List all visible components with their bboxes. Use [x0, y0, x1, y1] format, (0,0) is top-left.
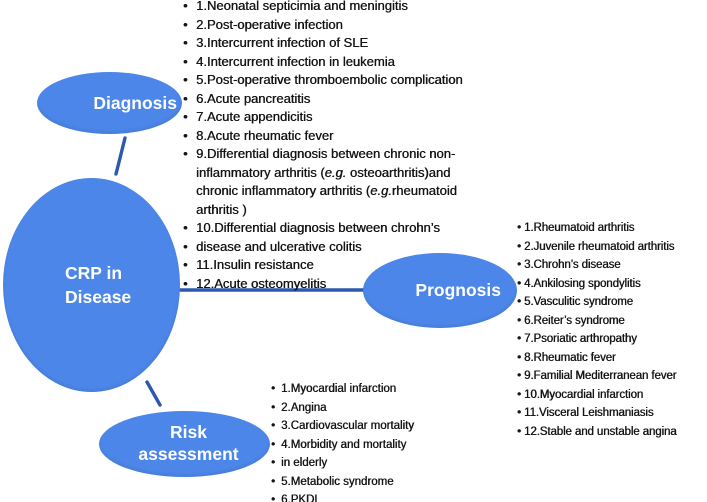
risk-assessment-label — [138, 422, 238, 465]
list-item-text: 2.Angina — [281, 401, 327, 414]
list-item-text: 11.Visceral Leishmaniasis — [524, 407, 654, 419]
bullet-icon: • — [517, 407, 521, 419]
risk-assessment-list — [271, 380, 414, 502]
list-item — [183, 145, 463, 164]
bullet-icon: • — [271, 420, 276, 432]
bullet-icon: • — [517, 425, 521, 438]
list-item-text: 8.Rheumatic fever — [524, 351, 616, 364]
bullet-icon: • — [517, 370, 521, 382]
list-item — [183, 256, 463, 275]
list-item-text: 7.Acute appendicitis — [196, 109, 313, 124]
connector-risk — [147, 382, 160, 405]
list-item-text: 9.Familial Mediterranean fever — [524, 370, 677, 382]
diagnosis-label: Diagnosis — [93, 92, 177, 113]
bullet-icon: • — [517, 259, 521, 271]
list-item — [271, 491, 414, 502]
list-item-text: 6.Reiter’s syndrome — [524, 314, 625, 327]
bullet-icon: • — [183, 53, 188, 69]
list-item — [517, 367, 676, 386]
list-item — [271, 436, 414, 455]
list-item-text: in elderly — [281, 457, 328, 469]
bullet-icon: • — [183, 90, 188, 106]
diagnosis-node — [37, 72, 182, 134]
list-item-text: 4.Intercurrent infection in leukemia — [196, 53, 395, 69]
list-item — [517, 386, 676, 405]
bullet-icon: • — [517, 314, 521, 327]
list-item — [517, 293, 676, 312]
list-item-text: 1.Neonatal septicimia and meningitis — [196, 0, 408, 13]
list-item-text: 5.Metabolic syndrome — [281, 475, 394, 488]
list-item-text: 10.Myocardial infarction — [524, 388, 644, 401]
diagnosis-list — [183, 0, 463, 293]
list-item-text: inflammatory arthritis (e.g. osteoarthritis)and — [196, 164, 451, 180]
list-item — [183, 182, 463, 201]
list-item-text: 2.Post-operative infection — [196, 16, 343, 32]
crp-center-label — [65, 261, 131, 310]
bullet-icon: • — [183, 146, 188, 161]
bullet-icon: • — [517, 296, 521, 308]
bullet-icon: • — [517, 222, 521, 234]
list-item — [271, 454, 414, 473]
connector-diagnosis — [116, 138, 125, 174]
bullet-icon: • — [183, 220, 188, 235]
list-item — [183, 201, 463, 220]
list-item — [183, 127, 463, 146]
risk-assessment-node — [99, 411, 270, 477]
list-item-text: 5.Post-operative thromboembolic complication — [196, 72, 463, 87]
list-item — [517, 219, 676, 238]
risk-assessment-label-line2: assessment — [138, 444, 239, 464]
bullet-icon: • — [271, 438, 276, 451]
list-item — [183, 0, 463, 16]
list-item-text: arthritis ) — [196, 201, 247, 217]
bullet-icon: • — [183, 238, 188, 254]
bullet-icon: • — [183, 257, 188, 272]
list-item-text: 2.Juvenile rheumatoid arthritis — [524, 240, 675, 253]
list-item — [517, 349, 676, 368]
list-item — [271, 417, 414, 436]
list-item — [517, 256, 676, 275]
bullet-icon: • — [183, 275, 188, 291]
list-item-text: 8.Acute rheumatic fever — [196, 127, 334, 143]
list-item-text: 4.Ankilosing spondylitis — [524, 277, 641, 290]
list-item — [183, 90, 463, 109]
list-item — [183, 275, 463, 294]
bullet-icon: • — [183, 35, 188, 50]
list-item-text: 3.Chrohn’s disease — [524, 259, 621, 271]
list-item — [271, 473, 414, 492]
list-item-text: 12.Acute osteomyelitis — [196, 275, 327, 291]
list-item-text: chronic inflammatory arthritis (e.g.rheumatoid — [196, 183, 457, 198]
list-item — [271, 399, 414, 418]
list-item — [517, 330, 676, 349]
list-item — [183, 53, 463, 72]
list-item — [517, 423, 676, 442]
list-item-text: 1.Rheumatoid arthritis — [524, 222, 635, 234]
bullet-icon: • — [271, 401, 276, 414]
list-item — [517, 312, 676, 331]
list-item-text: 3.Intercurrent infection of SLE — [196, 35, 368, 50]
list-item — [517, 404, 676, 423]
bullet-icon: • — [183, 109, 188, 124]
bullet-icon: • — [183, 127, 188, 143]
prognosis-label: Prognosis — [415, 280, 501, 300]
bullet-icon: • — [271, 457, 276, 469]
bullet-icon: • — [517, 333, 521, 345]
list-item-text: disease and ulcerative colitis — [196, 238, 362, 254]
list-item — [517, 238, 676, 257]
list-item-text: 10.Differential diagnosis between chrohn’s — [196, 220, 440, 235]
bullet-icon: • — [183, 72, 188, 87]
crp-center-label-line1: CRP in — [65, 262, 123, 283]
bullet-icon: • — [517, 351, 521, 364]
list-item-text: 6.Acute pancreatitis — [196, 90, 311, 106]
bullet-icon: • — [517, 240, 521, 253]
list-item — [183, 34, 463, 53]
bullet-icon: • — [183, 0, 188, 13]
bullet-icon: • — [183, 16, 188, 32]
list-item — [183, 108, 463, 127]
list-item-text: 6.PKDL — [281, 494, 321, 502]
bullet-icon: • — [517, 277, 521, 290]
list-item-text: 5.Vasculitic syndrome — [524, 296, 633, 308]
list-item — [183, 238, 463, 257]
list-item-text: 11.Insulin resistance — [196, 257, 314, 272]
list-item-text: 12.Stable and unstable angina — [524, 425, 677, 438]
crp-center-node — [3, 178, 180, 392]
bullet-icon: • — [271, 475, 276, 488]
crp-center-label-line2: Disease — [65, 287, 132, 307]
list-item-text: 4.Morbidity and mortality — [281, 438, 407, 451]
list-item — [183, 71, 463, 90]
list-item — [183, 16, 463, 35]
risk-assessment-label-line1: Risk — [170, 422, 207, 443]
prognosis-list — [517, 219, 676, 441]
list-item — [271, 380, 414, 399]
list-item-text: 1.Myocardial infarction — [281, 383, 397, 395]
list-item — [183, 164, 463, 183]
list-item-text: 7.Psoriatic arthropathy — [524, 333, 637, 345]
list-item-text: 3.Cardiovascular mortality — [281, 420, 414, 432]
bullet-icon: • — [271, 494, 276, 502]
list-item-text: 9.Differential diagnosis between chronic non- — [196, 146, 456, 161]
list-item — [517, 275, 676, 294]
bullet-icon: • — [271, 383, 276, 395]
list-item — [183, 219, 463, 238]
bullet-icon: • — [517, 388, 521, 401]
